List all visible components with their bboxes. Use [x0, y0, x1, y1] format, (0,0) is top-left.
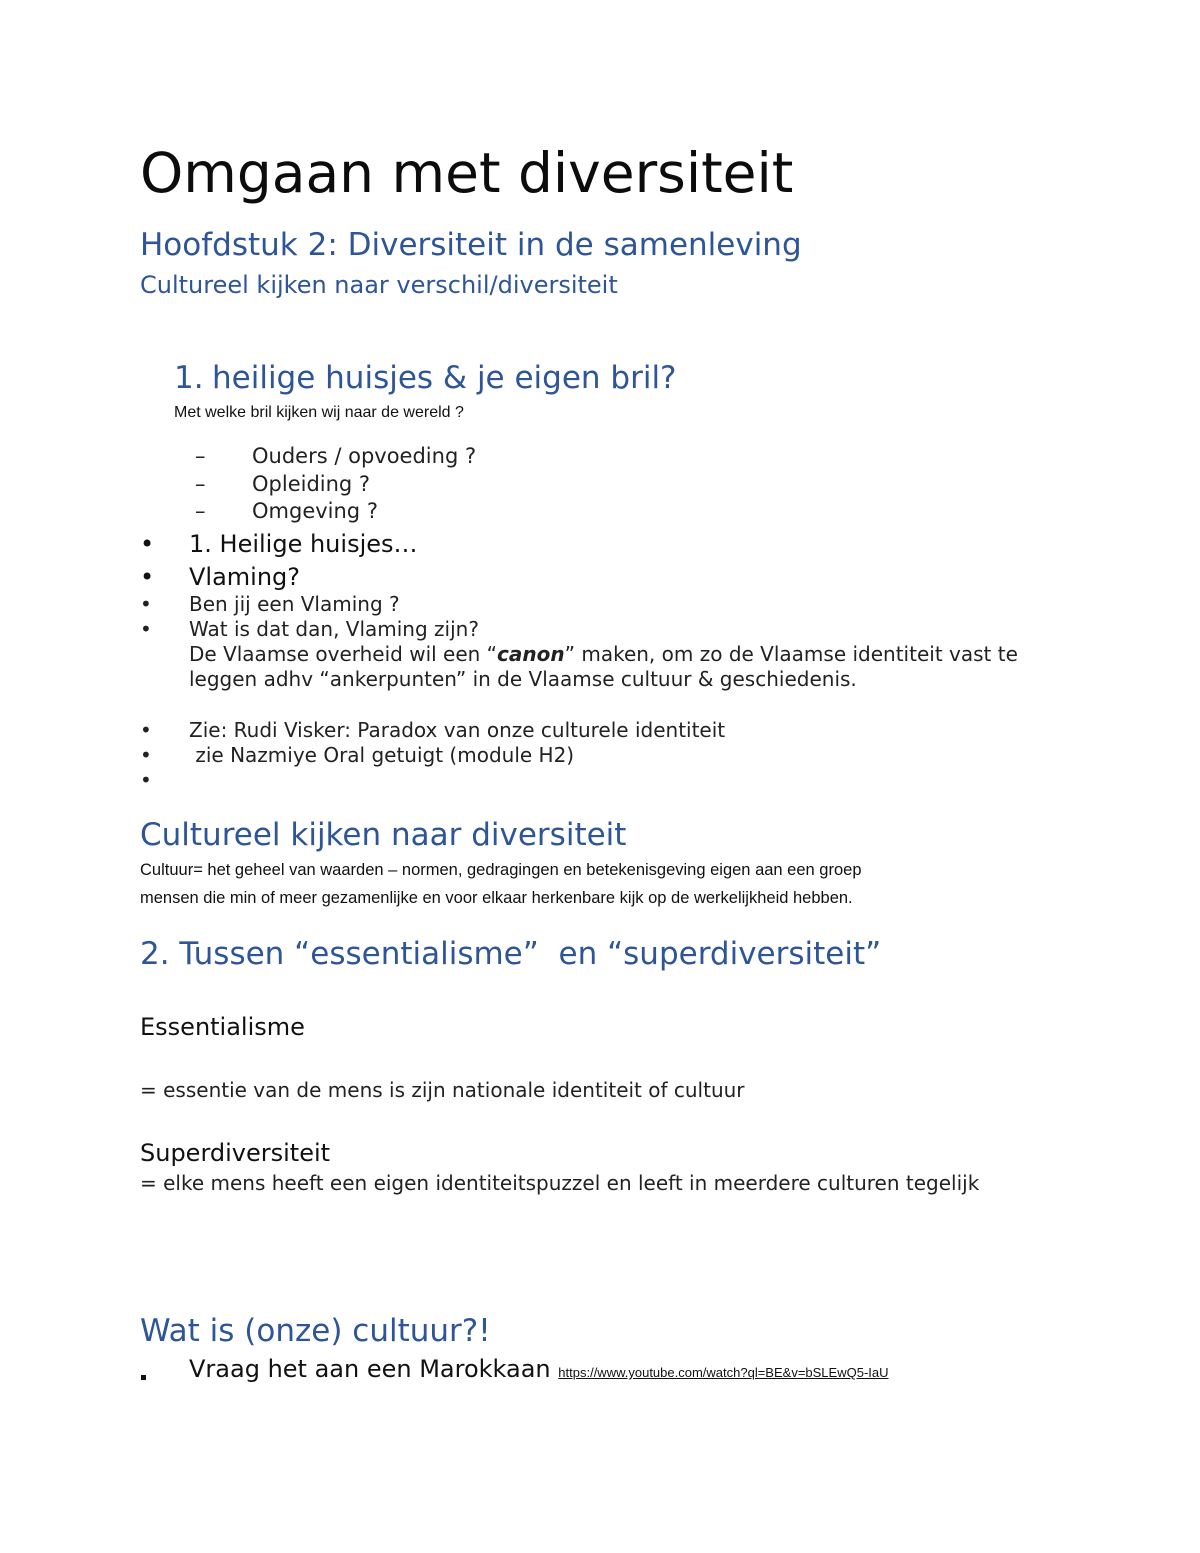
marokkaan-item-text: Vraag het aan een Marokkaan	[189, 1355, 551, 1383]
canon-prefix: De Vlaamse overheid wil een “	[189, 642, 498, 666]
section1-heading-text: heilige huisjes & je eigen bril?	[212, 360, 677, 396]
bullet-marker: •	[140, 592, 152, 616]
dash-marker: –	[195, 444, 206, 468]
section1-question: Met welke bril kijken wij naar de wereld ?	[174, 404, 464, 421]
bullet-text: Ben jij een Vlaming ?	[189, 592, 400, 616]
canon-suffix: ” maken, om zo de Vlaamse identiteit vast te	[564, 642, 1018, 666]
chapter-heading: Hoofdstuk 2: Diversiteit in de samenleving	[140, 227, 802, 263]
bullet-marker: •	[140, 743, 152, 767]
section1-number: 1.	[174, 360, 204, 396]
youtube-link[interactable]: https://www.youtube.com/watch?ql=BE&v=bSLEwQ5-IaU	[558, 1365, 889, 1380]
essentialisme-heading: Essentialisme	[140, 1013, 305, 1041]
culture-definition-line2: mensen die min of meer gezamenlijke en voor elkaar herkenbare kijk op de werkelijkheid hebben.	[140, 889, 853, 907]
bullet-marker: •	[140, 563, 155, 591]
culture-heading: Cultureel kijken naar diversiteit	[140, 817, 627, 853]
dash-item-text: Ouders / opvoeding ?	[252, 444, 477, 468]
square-bullet-icon	[141, 1375, 146, 1380]
section3-heading: Wat is (onze) cultuur?!	[140, 1313, 491, 1349]
bullet-text: Vlaming?	[189, 563, 301, 591]
canon-word: canon	[497, 642, 565, 666]
culture-definition-line1: Cultuur= het geheel van waarden – normen, gedragingen en betekenisgeving eigen aan een groep	[140, 861, 862, 879]
bullet-text: Zie: Rudi Visker: Paradox van onze culturele identiteit	[189, 718, 726, 742]
bullet-marker: •	[140, 718, 152, 742]
bullet-text: Wat is dat dan, Vlaming zijn?	[189, 617, 479, 641]
bullet-marker: •	[140, 530, 155, 558]
dash-item-text: Omgeving ?	[252, 499, 378, 523]
superdiversiteit-heading: Superdiversiteit	[140, 1139, 331, 1167]
dash-item-text: Opleiding ?	[252, 472, 371, 496]
bullet-text: 1. Heilige huisjes…	[189, 530, 418, 558]
superdiversiteit-text: = elke mens heeft een eigen identiteitspuzzel en leeft in meerdere culturen tegelijk	[140, 1171, 980, 1195]
bullet-marker: •	[140, 768, 152, 792]
section1-heading	[174, 358, 677, 398]
dash-marker: –	[195, 472, 206, 496]
essentialisme-text: = essentie van de mens is zijn nationale identiteit of cultuur	[140, 1078, 745, 1102]
document-title: Omgaan met diversiteit	[140, 141, 794, 205]
canon-line	[189, 642, 1018, 667]
chapter-subheading: Cultureel kijken naar verschil/diversiteit	[140, 271, 618, 299]
bullet-marker: •	[140, 617, 152, 641]
bullet-text: zie Nazmiye Oral getuigt (module H2)	[189, 743, 575, 767]
canon-line-2: leggen adhv “ankerpunten” in de Vlaamse cultuur & geschiedenis.	[189, 667, 857, 691]
list-item	[189, 1353, 889, 1389]
dash-marker: –	[195, 499, 206, 523]
section2-heading: 2. Tussen “essentialisme” en “superdiversiteit”	[140, 936, 882, 972]
